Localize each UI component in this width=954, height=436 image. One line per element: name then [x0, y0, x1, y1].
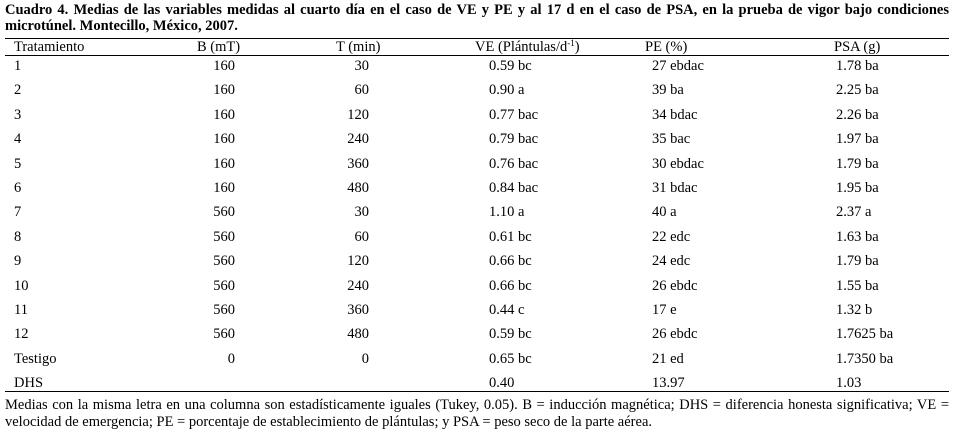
cell-psa: 1.95 ba: [836, 179, 879, 196]
table-row: [5, 300, 949, 324]
cell-b: 560: [213, 326, 235, 343]
cell-tratamiento: DHS: [14, 375, 44, 392]
header-pe: PE (%): [645, 39, 688, 55]
cell-tratamiento: 11: [14, 301, 28, 318]
cell-pe: 22 edc: [652, 228, 691, 245]
header-ve: [475, 39, 580, 55]
cell-b: 160: [213, 106, 235, 123]
cell-t: 30: [354, 204, 369, 221]
cell-t: 60: [354, 82, 369, 99]
header-t: T (min): [336, 39, 381, 55]
cell-b: 160: [213, 155, 235, 172]
cell-t: 120: [347, 106, 369, 123]
cell-ve: 0.79 bac: [489, 131, 539, 148]
cell-tratamiento: 3: [14, 106, 22, 123]
cell-t: 360: [347, 155, 369, 172]
cell-psa: 1.79 ba: [836, 155, 879, 172]
cell-b: 0: [227, 350, 235, 367]
cell-psa: 1.32 b: [836, 301, 873, 318]
cell-ve: 0.66 bc: [489, 277, 532, 294]
table-footnote: Medias con la misma letra en una columna son estadísticamente iguales (Tukey, 0.05). B = inducción magnética; DHS = diferencia honesta significativa; VE = velocidad de emergencia; PE = porcentaje de establecimiento de plántulas; y PSA = peso seco de la parte aérea.: [5, 397, 949, 430]
cell-ve: 0.76 bac: [489, 155, 539, 172]
cell-psa: 1.79 ba: [836, 253, 879, 270]
table-caption: Cuadro 4. Medias de las variables medidas al cuarto día en el caso de VE y PE y al 17 d en el caso de PSA, en la prueba de vigor bajo condiciones microtúnel. Montecillo, México, 2007.: [5, 2, 949, 34]
cell-pe: 26 ebdc: [652, 326, 698, 343]
cell-pe: 30 ebdac: [652, 155, 704, 172]
cell-pe: 40 a: [652, 204, 677, 221]
cell-psa: 1.7350 ba: [836, 350, 894, 367]
cell-t: 0: [361, 350, 369, 367]
cell-ve: 0.59 bc: [489, 58, 532, 74]
cell-ve: 0.77 bac: [489, 106, 539, 123]
cell-pe: 26 ebdc: [652, 277, 698, 294]
cell-tratamiento: 9: [14, 253, 22, 270]
header-tratamiento: Tratamiento: [14, 39, 85, 55]
table-body: [5, 56, 949, 391]
cell-ve: 0.65 bc: [489, 350, 532, 367]
cell-ve: 0.90 a: [489, 82, 525, 99]
table-row: [5, 276, 949, 300]
results-table: [5, 38, 949, 392]
header-psa: PSA (g): [834, 39, 881, 55]
cell-tratamiento: 4: [14, 131, 22, 148]
cell-ve: 0.84 bac: [489, 179, 539, 196]
table-row: [5, 251, 949, 275]
cell-psa: 1.03: [836, 375, 862, 392]
cell-ve: 0.40: [489, 375, 515, 392]
cell-psa: 2.25 ba: [836, 82, 879, 99]
cell-t: 240: [347, 131, 369, 148]
cell-t: 30: [354, 58, 369, 74]
cell-b: 560: [213, 301, 235, 318]
cell-tratamiento: Testigo: [14, 350, 57, 367]
cell-tratamiento: 7: [14, 204, 22, 221]
cell-pe: 13.97: [652, 375, 685, 392]
cell-psa: 1.55 ba: [836, 277, 879, 294]
cell-t: 480: [347, 179, 369, 196]
table-row: [5, 105, 949, 129]
cell-pe: 24 edc: [652, 253, 691, 270]
cell-ve: 0.44 c: [489, 301, 525, 318]
cell-t: 480: [347, 326, 369, 343]
cell-tratamiento: 2: [14, 82, 22, 99]
cell-psa: 1.78 ba: [836, 58, 879, 74]
table-row: [5, 227, 949, 251]
cell-b: 560: [213, 228, 235, 245]
cell-tratamiento: 6: [14, 179, 22, 196]
cell-tratamiento: 10: [14, 277, 29, 294]
table-row: [5, 324, 949, 348]
cell-pe: 39 ba: [652, 82, 684, 99]
cell-ve: 0.66 bc: [489, 253, 532, 270]
table-row: [5, 349, 949, 373]
cell-t: 60: [354, 228, 369, 245]
cell-t: 240: [347, 277, 369, 294]
header-b: B (mT): [197, 39, 241, 55]
cell-b: 560: [213, 204, 235, 221]
cell-b: 160: [213, 179, 235, 196]
header-ve-superscript: -1: [567, 38, 575, 48]
header-ve-close: ): [574, 39, 580, 55]
cell-t: 360: [347, 301, 369, 318]
cell-psa: 1.7625 ba: [836, 326, 894, 343]
cell-pe: 21 ed: [652, 350, 684, 367]
cell-ve: 0.59 bc: [489, 326, 532, 343]
cell-tratamiento: 8: [14, 228, 22, 245]
cell-tratamiento: 5: [14, 155, 22, 172]
table-header: [5, 39, 949, 56]
cell-psa: 2.26 ba: [836, 106, 879, 123]
cell-pe: 27 ebdac: [652, 58, 704, 74]
table-row: [5, 373, 949, 391]
cell-b: 560: [213, 277, 235, 294]
table-row: [5, 129, 949, 153]
cell-b: 160: [213, 82, 235, 99]
cell-tratamiento: 12: [14, 326, 29, 343]
cell-ve: 1.10 a: [489, 204, 525, 221]
cell-t: 120: [347, 253, 369, 270]
cell-ve: 0.61 bc: [489, 228, 532, 245]
cell-pe: 35 bac: [652, 131, 691, 148]
cell-psa: 1.97 ba: [836, 131, 879, 148]
table-row: [5, 56, 949, 80]
table-row: [5, 202, 949, 226]
cell-b: 160: [213, 131, 235, 148]
cell-pe: 34 bdac: [652, 106, 698, 123]
table-row: [5, 154, 949, 178]
header-ve-text: VE (Plántulas/d: [475, 39, 568, 55]
cell-b: 560: [213, 253, 235, 270]
cell-pe: 17 e: [652, 301, 677, 318]
cell-pe: 31 bdac: [652, 179, 698, 196]
cell-psa: 2.37 a: [836, 204, 872, 221]
cell-tratamiento: 1: [14, 58, 22, 74]
table-row: [5, 178, 949, 202]
table-row: [5, 80, 949, 104]
cell-psa: 1.63 ba: [836, 228, 879, 245]
cell-b: 160: [213, 58, 235, 74]
